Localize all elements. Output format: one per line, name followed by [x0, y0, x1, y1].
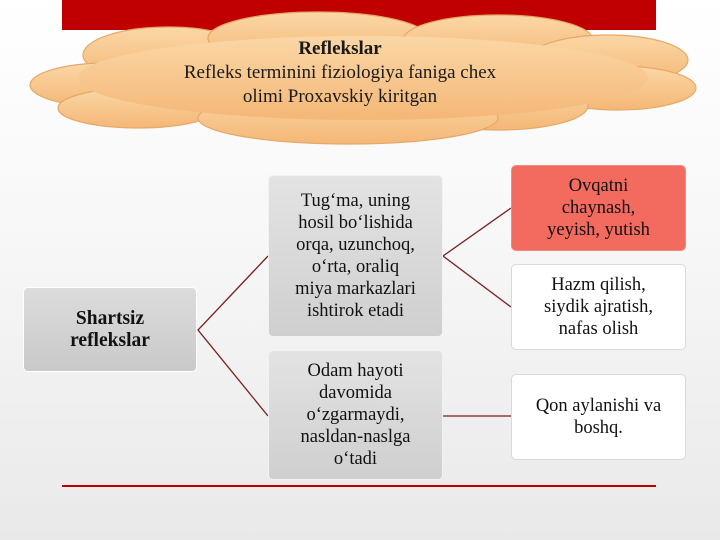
node-line: o‘rta, oraliq [311, 257, 400, 277]
node-line: miya markazlari [295, 279, 416, 299]
node-line: hosil bo‘lishida [298, 213, 413, 233]
node-line: nasldan-naslga [300, 427, 411, 447]
node-line: o‘tadi [333, 449, 378, 469]
node-digestion-reflexes [511, 264, 686, 350]
node-line: nafas olish [558, 319, 639, 339]
cloud-line-1: Refleks terminini fiziologiya faniga chex [183, 62, 497, 83]
node-line: ishtirok etadi [306, 301, 405, 321]
root-line: Shartsiz [75, 307, 145, 329]
bottom-divider [62, 485, 656, 487]
node-line: Ovqatni [568, 176, 629, 196]
node-lifelong-description [268, 350, 443, 480]
node-line: Qon aylanishi va [535, 396, 662, 416]
connector-root-branch [198, 256, 268, 416]
node-line: Odam hayoti [307, 361, 404, 381]
node-line: orqa, uzunchoq, [296, 235, 415, 255]
node-line: siydik ajratish, [544, 297, 653, 317]
root-node-unconditioned-reflexes [23, 287, 197, 372]
node-line: Hazm qilish, [551, 275, 646, 295]
node-line: yeyish, yutish [547, 220, 650, 240]
node-line: o‘zgarmaydi, [306, 405, 405, 425]
cloud-line-2: olimi Proxavskiy kiritgan [242, 86, 438, 107]
root-line: reflekslar [70, 329, 150, 351]
node-line: davomida [319, 383, 392, 403]
node-eating-reflexes [511, 165, 686, 251]
cloud-title: Reflekslar [298, 38, 382, 59]
node-line: boshq. [574, 418, 623, 438]
node-circulation-reflexes [511, 374, 686, 460]
connector-mid1-branch [443, 208, 511, 307]
node-line: chaynash, [561, 198, 636, 218]
node-line: Tug‘ma, uning [300, 191, 411, 211]
node-innate-description [268, 175, 443, 337]
